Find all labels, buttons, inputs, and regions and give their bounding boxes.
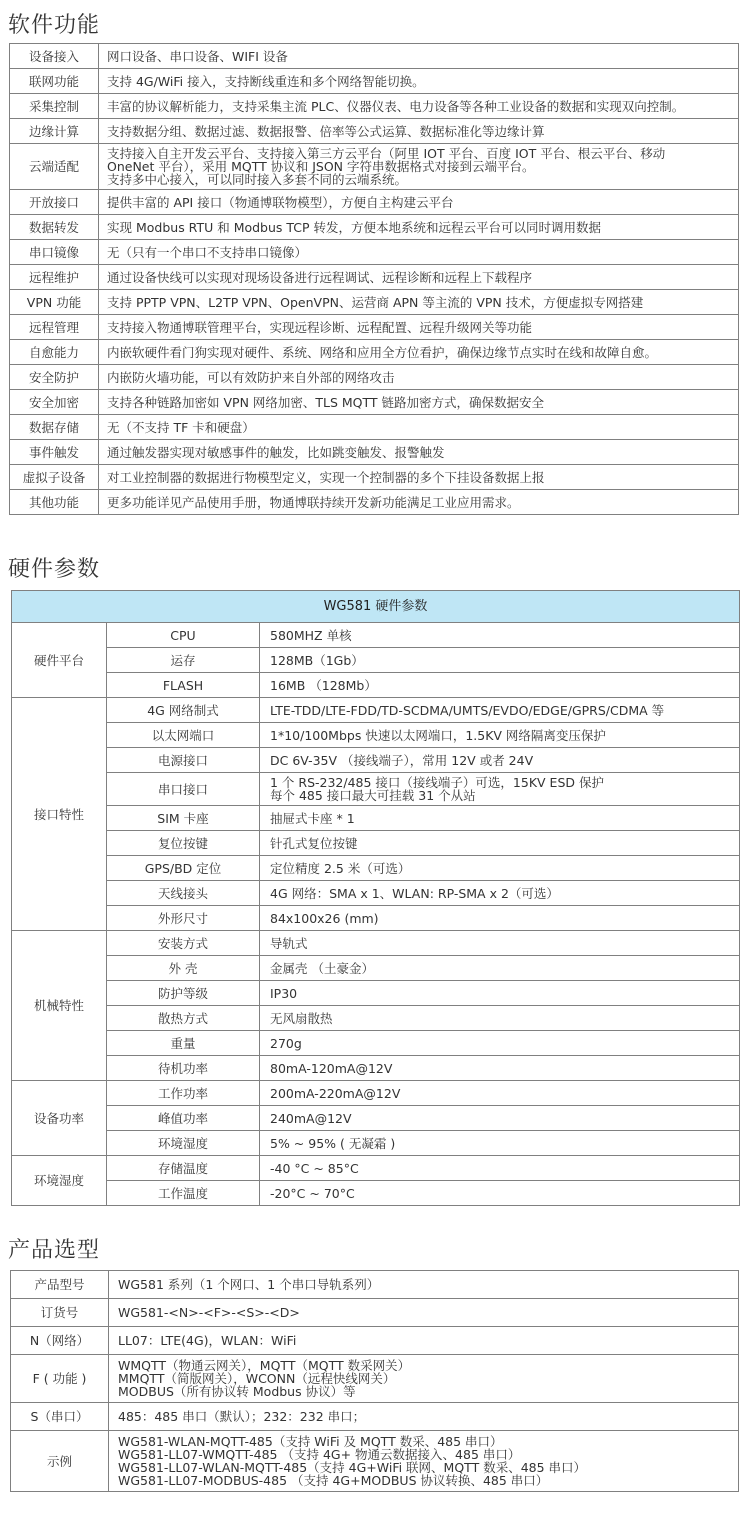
table-row xyxy=(12,748,740,773)
feature-name: 安全防护 xyxy=(10,365,99,390)
feature-name: 自愈能力 xyxy=(10,340,99,365)
param-name: 复位按键 xyxy=(107,831,260,856)
value-line: WG581-LL07-MODBUS-485 （支持 4G+MODBUS 协议转换、485 串口） xyxy=(118,1473,549,1488)
value-cell: 通过触发器实现对敏感事件的触发，比如跳变触发、报警触发 xyxy=(99,440,739,465)
value-cell: 1*10/100Mbps 快速以太网端口，1.5KV 网络隔离变压保护 xyxy=(260,723,740,748)
param-name: 待机功率 xyxy=(107,1056,260,1081)
param-name: 外 壳 xyxy=(107,956,260,981)
feature-name: 远程维护 xyxy=(10,265,99,290)
feature-name: 联网功能 xyxy=(10,69,99,94)
feature-name: 边缘计算 xyxy=(10,119,99,144)
value-cell: 支持数据分组、数据过滤、数据报警、倍率等公式运算、数据标准化等边缘计算 xyxy=(99,119,739,144)
value-line: MODBUS（所有协议转 Modbus 协议）等 xyxy=(118,1384,356,1399)
value-cell: 通过设备快线可以实现对现场设备进行远程调试、远程诊断和远程上下载程序 xyxy=(99,265,739,290)
table-row xyxy=(11,1299,739,1327)
selection-name: 产品型号 xyxy=(11,1271,109,1299)
table-row xyxy=(10,44,739,69)
table-row xyxy=(12,856,740,881)
table-row xyxy=(12,1031,740,1056)
table-row xyxy=(10,240,739,265)
feature-name: 设备接入 xyxy=(10,44,99,69)
table-row xyxy=(12,1081,740,1106)
value-cell: 无风扇散热 xyxy=(260,1006,740,1031)
value-cell: 支持 4G/WiFi 接入，支持断线重连和多个网络智能切换。 xyxy=(99,69,739,94)
table-row xyxy=(12,698,740,723)
group-name: 硬件平台 xyxy=(12,623,107,698)
param-name: 外形尺寸 xyxy=(107,906,260,931)
hardware-params-table xyxy=(11,590,740,1206)
value-line: 每个 485 接口最大可挂载 31 个从站 xyxy=(270,788,476,803)
table-row xyxy=(10,190,739,215)
table-row xyxy=(11,1355,739,1403)
table-row xyxy=(10,440,739,465)
value-cell: 16MB （128Mb） xyxy=(260,673,740,698)
table-row xyxy=(10,265,739,290)
value-cell: 内嵌防火墙功能，可以有效防护来自外部的网络攻击 xyxy=(99,365,739,390)
feature-name: 事件触发 xyxy=(10,440,99,465)
table-row xyxy=(10,144,739,190)
table-row xyxy=(12,1056,740,1081)
param-name: 防护等级 xyxy=(107,981,260,1006)
table-row xyxy=(12,623,740,648)
param-name: 天线接头 xyxy=(107,881,260,906)
table-row xyxy=(11,1271,739,1299)
table-row xyxy=(10,490,739,515)
selection-name: N（网络） xyxy=(11,1327,109,1355)
value-cell: 更多功能详见产品使用手册，物通博联持续开发新功能满足工业应用需求。 xyxy=(99,490,739,515)
table-row xyxy=(12,1181,740,1206)
table-row xyxy=(12,723,740,748)
table-row xyxy=(12,648,740,673)
feature-name: 云端适配 xyxy=(10,144,99,190)
value-cell: 5% ~ 95% ( 无凝霜 ) xyxy=(260,1131,740,1156)
value-cell: WG581 系列（1 个网口、1 个串口导轨系列） xyxy=(109,1271,739,1299)
product-section-title: 产品选型 xyxy=(8,1238,101,1263)
param-name: CPU xyxy=(107,623,260,648)
param-name: 峰值功率 xyxy=(107,1106,260,1131)
table-row xyxy=(12,956,740,981)
value-cell: DC 6V-35V （接线端子），常用 12V 或者 24V xyxy=(260,748,740,773)
table-row xyxy=(10,215,739,240)
value-cell: LL07：LTE(4G)，WLAN：WiFi xyxy=(109,1327,739,1355)
param-name: 环境湿度 xyxy=(107,1131,260,1156)
table-row xyxy=(12,773,740,806)
value-line: WG581-LL07-WMQTT-485 （支持 4G+ 物通云数据接入、485 串口） xyxy=(118,1447,521,1462)
value-line: WMQTT（物通云网关），MQTT（MQTT 数采网关） xyxy=(118,1358,411,1373)
value-cell xyxy=(109,1431,739,1492)
table-row xyxy=(11,1327,739,1355)
group-name: 环境湿度 xyxy=(12,1156,107,1206)
value-cell: 抽屉式卡座 * 1 xyxy=(260,806,740,831)
param-name: 电源接口 xyxy=(107,748,260,773)
table-row xyxy=(10,69,739,94)
value-cell xyxy=(260,773,740,806)
table-row xyxy=(10,390,739,415)
value-cell: 80mA-120mA@12V xyxy=(260,1056,740,1081)
value-cell: 240mA@12V xyxy=(260,1106,740,1131)
feature-name: 安全加密 xyxy=(10,390,99,415)
feature-name: 数据转发 xyxy=(10,215,99,240)
table-row xyxy=(12,1131,740,1156)
value-cell: 支持 PPTP VPN、L2TP VPN、OpenVPN、运营商 APN 等主流的 VPN 技术，方便虚拟专网搭建 xyxy=(99,290,739,315)
value-cell xyxy=(109,1355,739,1403)
selection-name: F ( 功能 ) xyxy=(11,1355,109,1403)
table-row xyxy=(10,290,739,315)
param-name: 工作功率 xyxy=(107,1081,260,1106)
value-cell: 4G 网络：SMA x 1、WLAN: RP-SMA x 2（可选） xyxy=(260,881,740,906)
value-cell: LTE-TDD/LTE-FDD/TD-SCDMA/UMTS/EVDO/EDGE/GPRS/CDMA 等 xyxy=(260,698,740,723)
param-name: 运存 xyxy=(107,648,260,673)
hardware-section-title: 硬件参数 xyxy=(8,557,101,582)
value-cell xyxy=(99,144,739,190)
selection-name: 示例 xyxy=(11,1431,109,1492)
selection-name: S（串口） xyxy=(11,1403,109,1431)
param-name: SIM 卡座 xyxy=(107,806,260,831)
table-row xyxy=(12,806,740,831)
table-row xyxy=(12,1156,740,1181)
param-name: 存储温度 xyxy=(107,1156,260,1181)
table-row xyxy=(10,94,739,119)
value-cell: 定位精度 2.5 米（可选） xyxy=(260,856,740,881)
feature-name: 采集控制 xyxy=(10,94,99,119)
feature-name: VPN 功能 xyxy=(10,290,99,315)
value-cell: 485：485 串口（默认）；232：232 串口； xyxy=(109,1403,739,1431)
value-cell: 580MHZ 单核 xyxy=(260,623,740,648)
group-name: 接口特性 xyxy=(12,698,107,931)
value-line: 1 个 RS-232/485 接口（接线端子）可选，15KV ESD 保护 xyxy=(270,775,604,790)
table-row xyxy=(10,465,739,490)
software-section-title: 软件功能 xyxy=(8,13,101,38)
value-cell: 丰富的协议解析能力，支持采集主流 PLC、仪器仪表、电力设备等各种工业设备的数据和实现双向控制。 xyxy=(99,94,739,119)
value-cell: 无（只有一个串口不支持串口镜像） xyxy=(99,240,739,265)
param-name: 散热方式 xyxy=(107,1006,260,1031)
value-cell: 支持各种链路加密如 VPN 网络加密、TLS MQTT 链路加密方式，确保数据安全 xyxy=(99,390,739,415)
value-line: 支持接入自主开发云平台、支持接入第三方云平台（阿里 IOT 平台、百度 IOT 平台、根云平台、移动 xyxy=(107,146,666,161)
feature-name: 其他功能 xyxy=(10,490,99,515)
value-cell: -40 °C ~ 85°C xyxy=(260,1156,740,1181)
param-name: 4G 网络制式 xyxy=(107,698,260,723)
value-cell: 提供丰富的 API 接口（物通博联物模型），方便自主构建云平台 xyxy=(99,190,739,215)
table-row xyxy=(10,415,739,440)
value-cell: 针孔式复位按键 xyxy=(260,831,740,856)
table-row xyxy=(10,315,739,340)
value-cell: 84x100x26 (mm) xyxy=(260,906,740,931)
table-row xyxy=(11,1431,739,1492)
param-name: 以太网端口 xyxy=(107,723,260,748)
product-selection-table xyxy=(10,1270,739,1492)
feature-name: 数据存储 xyxy=(10,415,99,440)
table-row xyxy=(10,119,739,144)
table-row xyxy=(12,881,740,906)
value-cell: 实现 Modbus RTU 和 Modbus TCP 转发，方便本地系统和远程云平台可以同时调用数据 xyxy=(99,215,739,240)
feature-name: 远程管理 xyxy=(10,315,99,340)
value-cell: 200mA-220mA@12V xyxy=(260,1081,740,1106)
value-cell: 无（不支持 TF 卡和硬盘） xyxy=(99,415,739,440)
hardware-table-title: WG581 硬件参数 xyxy=(12,591,740,623)
value-cell: 270g xyxy=(260,1031,740,1056)
value-line: MMQTT（简版网关），WCONN（远程快线网关） xyxy=(118,1371,396,1386)
value-line: OneNet 平台），采用 MQTT 协议和 JSON 字符串数据格式对接到云端平台。 xyxy=(107,159,535,174)
param-name: FLASH xyxy=(107,673,260,698)
feature-name: 开放接口 xyxy=(10,190,99,215)
table-row xyxy=(10,340,739,365)
value-cell: 内嵌软硬件看门狗实现对硬件、系统、网络和应用全方位看护，确保边缘节点实时在线和故障自愈。 xyxy=(99,340,739,365)
param-name: 重量 xyxy=(107,1031,260,1056)
selection-name: 订货号 xyxy=(11,1299,109,1327)
param-name: 安装方式 xyxy=(107,931,260,956)
software-features-table xyxy=(9,43,739,515)
group-name: 设备功率 xyxy=(12,1081,107,1156)
feature-name: 串口镜像 xyxy=(10,240,99,265)
value-cell: WG581-<N>-<F>-<S>-<D> xyxy=(109,1299,739,1327)
table-row xyxy=(12,906,740,931)
table-row xyxy=(12,1006,740,1031)
table-row xyxy=(11,1403,739,1431)
value-cell: 导轨式 xyxy=(260,931,740,956)
value-cell: 对工业控制器的数据进行物模型定义，实现一个控制器的多个下挂设备数据上报 xyxy=(99,465,739,490)
table-row xyxy=(10,365,739,390)
table-row xyxy=(12,981,740,1006)
value-line: 支持多中心接入，可以同时接入多套不同的云端系统。 xyxy=(107,172,408,187)
feature-name: 虚拟子设备 xyxy=(10,465,99,490)
value-line: WG581-LL07-WLAN-MQTT-485（支持 4G+WiFi 联网、MQTT 数采、485 串口） xyxy=(118,1460,587,1475)
value-cell: 128MB（1Gb） xyxy=(260,648,740,673)
value-cell: IP30 xyxy=(260,981,740,1006)
value-cell: -20°C ~ 70°C xyxy=(260,1181,740,1206)
param-name: GPS/BD 定位 xyxy=(107,856,260,881)
hardware-table-header-row xyxy=(12,591,740,623)
value-cell: 支持接入物通博联管理平台，实现远程诊断、远程配置、远程升级网关等功能 xyxy=(99,315,739,340)
value-line: WG581-WLAN-MQTT-485（支持 WiFi 及 MQTT 数采、485 串口） xyxy=(118,1434,503,1449)
table-row xyxy=(12,831,740,856)
table-row xyxy=(12,1106,740,1131)
table-row xyxy=(12,931,740,956)
value-cell: 金属壳 （土豪金） xyxy=(260,956,740,981)
table-row xyxy=(12,673,740,698)
value-cell: 网口设备、串口设备、WIFI 设备 xyxy=(99,44,739,69)
group-name: 机械特性 xyxy=(12,931,107,1081)
param-name: 串口接口 xyxy=(107,773,260,806)
param-name: 工作温度 xyxy=(107,1181,260,1206)
